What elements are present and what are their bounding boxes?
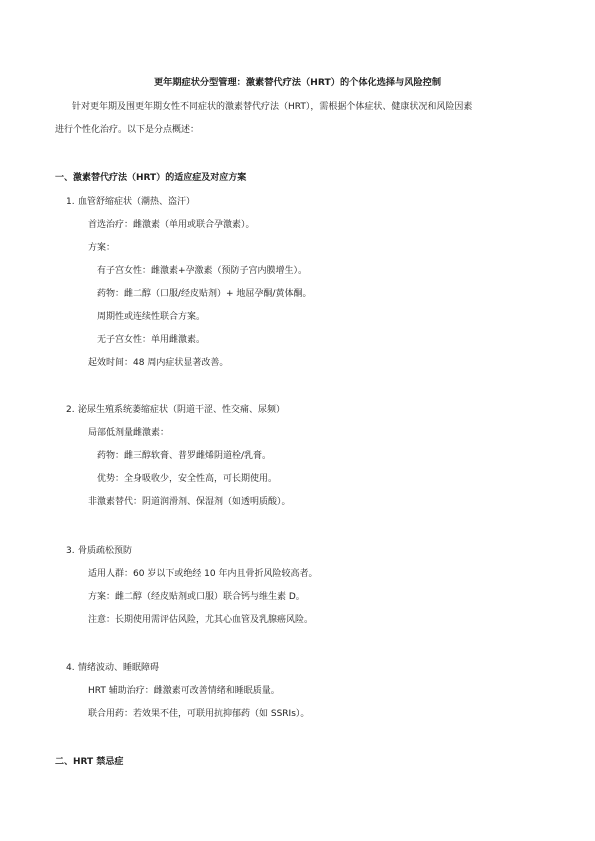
- item-3-number: 3.: [66, 546, 75, 556]
- item-1-line: 无子宫女性：单用雌激素。: [97, 335, 206, 345]
- item-2-number: 2.: [66, 405, 75, 415]
- item-3-line: 注意：长期使用需评估风险，尤其心血管及乳腺癌风险。: [88, 615, 314, 625]
- item-4-line: HRT 辅助治疗：雌激素可改善情绪和睡眠质量。: [88, 686, 280, 696]
- item-4-line: 联合用药：若效果不佳，可联用抗抑郁药（如 SSRIs）。: [88, 709, 310, 719]
- item-1-line: 方案：: [88, 243, 116, 253]
- item-1-line: 药物：雌二醇（口服/经皮贴剂）+ 地屈孕酮/黄体酮。: [97, 289, 312, 299]
- document-title: 更年期症状分型管理：激素替代疗法（HRT）的个体化选择与风险控制: [153, 77, 442, 88]
- item-1-title: 血管舒缩症状（潮热、盗汗）: [78, 197, 196, 207]
- item-1-line: 有子宫女性：雌激素+孕激素（预防子宫内膜增生）。: [97, 266, 308, 276]
- item-1-line: 周期性或连续性联合方案。: [97, 312, 206, 322]
- item-4-number: 4.: [66, 663, 75, 673]
- section-1-heading: 一、激素替代疗法（HRT）的适应症及对应方案: [55, 173, 247, 183]
- item-1-line: 首选治疗：雌激素（单用或联合孕激素）。: [88, 220, 255, 230]
- item-3-title: 骨质疏松预防: [78, 546, 133, 556]
- section-2-heading: 二、HRT 禁忌症: [55, 757, 124, 767]
- item-1-line: 起效时间：48 周内症状显著改善。: [88, 358, 229, 368]
- item-3-line: 方案：雌二醇（经皮贴剂或口服）联合钙与维生素 D。: [88, 592, 305, 602]
- item-4-title: 情绪波动、睡眠障碍: [78, 663, 160, 673]
- item-2-line: 非激素替代：阴道润滑剂、保湿剂（如透明质酸）。: [88, 497, 291, 507]
- item-1-number: 1.: [66, 197, 75, 207]
- item-2-line: 局部低剂量雌激素：: [88, 428, 170, 438]
- item-2-line: 药物：雌三醇软膏、普罗雌烯阴道栓/乳膏。: [97, 451, 272, 461]
- intro-paragraph-line-2: 进行个性化治疗。以下是分点概述：: [55, 125, 200, 135]
- intro-paragraph-line-1: 针对更年期及围更年期女性不同症状的激素替代疗法（HRT），需根据个体症状、健康状况和风险因素: [72, 102, 473, 112]
- item-2-line: 优势：全身吸收少，安全性高，可长期使用。: [97, 474, 278, 484]
- item-3-line: 适用人群：60 岁以下或绝经 10 年内且骨折风险较高者。: [88, 569, 318, 579]
- item-2-title: 泌尿生殖系统萎缩症状（阴道干涩、性交痛、尿频）: [78, 405, 286, 415]
